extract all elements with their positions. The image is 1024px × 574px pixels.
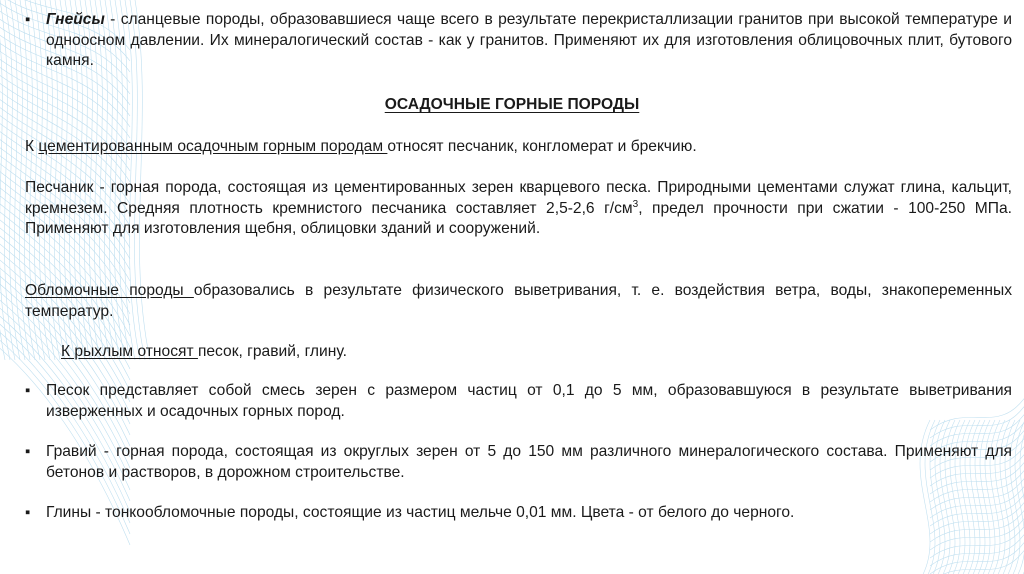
gneiss-paragraph	[46, 10, 1012, 72]
bullet-marker: ▪	[25, 504, 31, 521]
list-item-clay: Глины - тонкообломочные породы, состоящие из частиц мельче 0,01 мм. Цвета - от белого до черного.	[46, 504, 795, 521]
sandstone-text-continued: , предел прочности при сжатии - 100-250 МПа. Применяют для изготовления щебня, облицовки зданий и сооружений.	[25, 199, 1012, 237]
cemented-text: относят песчаник, конгломерат и брекчию.	[387, 138, 697, 155]
gneiss-term: Гнейсы	[46, 11, 105, 28]
loose-paragraph	[61, 342, 1012, 363]
cemented-prefix: К	[25, 138, 39, 155]
sandstone-text: Песчаник - горная порода, состоящая из цементированных зерен кварцевого песка. Природными цементами служат глина, кальцит, кремнезем. Средняя плотность кремнистого песчаника составляет 2,5-2,6 г/см	[25, 179, 1012, 217]
loose-underlined: К рыхлым относят	[61, 343, 198, 360]
superscript-three: 3	[632, 198, 639, 210]
bullet-marker: ▪	[25, 443, 31, 460]
bullet-marker: ▪	[25, 382, 31, 399]
section-heading: ОСАДОЧНЫЕ ГОРНЫЕ ПОРОДЫ	[384, 96, 640, 113]
cemented-paragraph	[25, 137, 1012, 158]
gneiss-text: - сланцевые породы, образовавшиеся чаще всего в результате перекристаллизации гранитов при высокой температуре и одноосном давлении. Их минералогический состав - как у гранитов. Применяют их для изготовления облицовочных плит, бутового камня.	[46, 11, 1012, 69]
sandstone-paragraph	[25, 178, 1012, 240]
list-item-gravel: Гравий - горная порода, состоящая из округлых зерен от 5 до 150 мм различного минералогического состава. Применяют для бетонов и растворов, в дорожном строительстве.	[46, 443, 1012, 481]
list-item-sand: Песок представляет собой смесь зерен с размером частиц от 0,1 до 5 мм, образовавшуюся в результате выветривания изверженных и осадочных горных пород.	[46, 382, 1012, 420]
loose-text: песок, гравий, глину.	[197, 343, 347, 360]
clastic-underlined: Обломочные породы	[25, 282, 194, 299]
cemented-underlined: цементированным осадочным горным породам	[38, 138, 388, 155]
clastic-paragraph	[25, 281, 1012, 322]
clastic-text: образовались в результате физического выветривания, т. е. воздействия ветра, воды, знакопеременных температур.	[25, 282, 1012, 320]
bullet-marker: ▪	[25, 11, 31, 28]
